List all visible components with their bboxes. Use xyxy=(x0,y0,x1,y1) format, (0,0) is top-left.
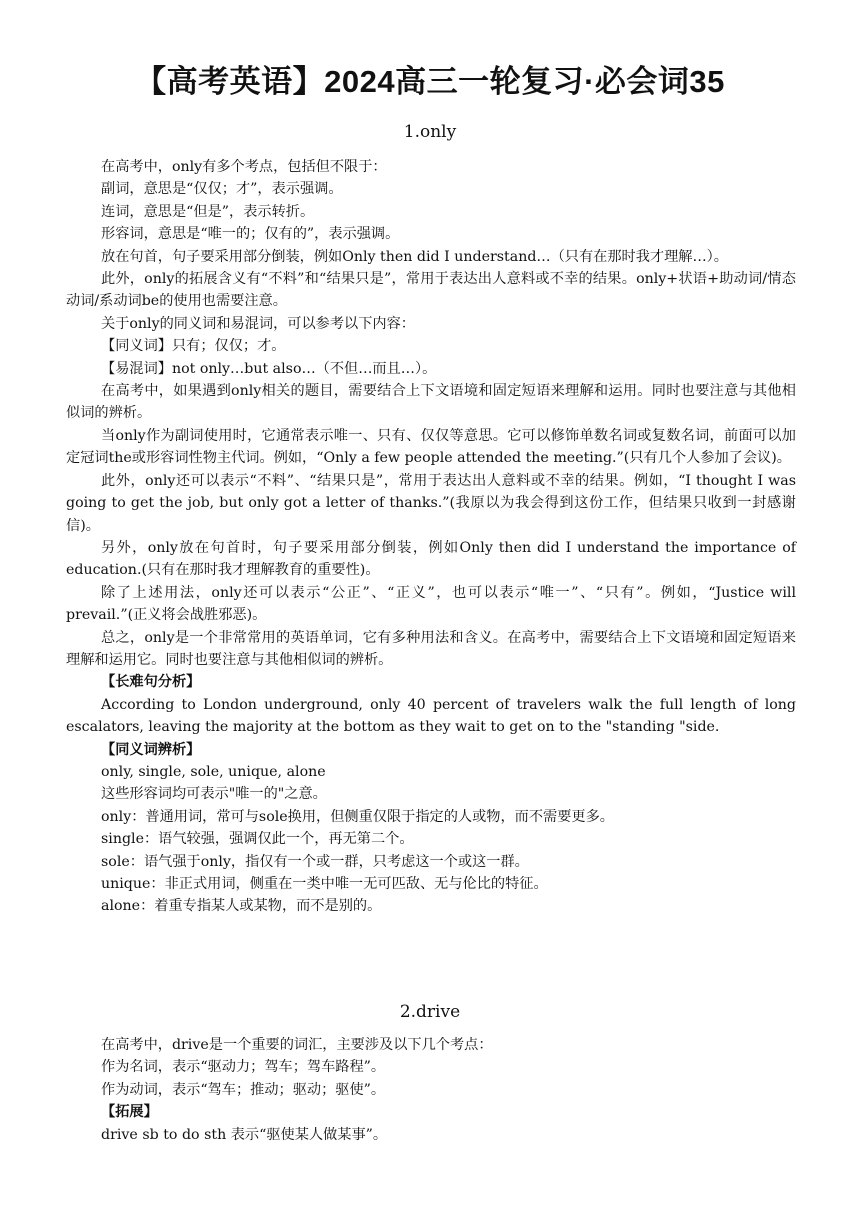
paragraph: 在高考中，如果遇到only相关的题目，需要结合上下文语境和固定短语来理解和运用。同时也要注意与其他相似词的辨析。 xyxy=(66,383,796,422)
paragraph: 除了上述用法，only还可以表示“公正”、“正义”，也可以表示“唯一”、“只有”。例如，“Justice will prevail.”(正义将会战胜邪恶)。 xyxy=(66,584,796,624)
section-heading-drive: 2.drive xyxy=(399,1002,461,1022)
paragraph: 另外，only放在句首时，句子要采用部分倒装，例如Only then did I understand the importance of education.(只有在那时我才理解教育的重要性)。 xyxy=(66,539,796,579)
paragraph: 【同义词】只有；仅仅；才。 xyxy=(101,338,286,355)
paragraph: 此外，only还可以表示“不料”、“结果只是”，常用于表达出人意料或不幸的结果。例如，“I thought I was going to get the job, but only got a letter of thanks.”(我原以为我会得到这份工作，但结果只收到一封感谢信)。 xyxy=(66,472,796,534)
paragraph: 总之，only是一个非常常用的英语单词，它有多种用法和含义。在高考中，需要结合上下文语境和固定短语来理解和运用它。同时也要注意与其他相似词的辨析。 xyxy=(66,629,796,668)
long-sentence: According to London underground, only 40 percent of travelers walk the full length of long escalators, leaving the majority at the bottom as they wait to get on to the "standing "side. xyxy=(66,696,796,736)
long-sentence-heading: 【长难句分析】 xyxy=(101,674,201,691)
synonym-line: sole：语气强于only，指仅有一个或一群，只考虑这一个或这一群。 xyxy=(101,853,529,870)
paragraph: 此外，only的拓展含义有“不料”和“结果只是”，常用于表达出人意料或不幸的结果。only+状语+助动词/情态动词/系动词be的使用也需要注意。 xyxy=(66,271,796,310)
paragraph: 在高考中，drive是一个重要的词汇，主要涉及以下几个考点： xyxy=(101,1037,493,1053)
paragraph: 副词，意思是“仅仅；才”，表示强调。 xyxy=(101,181,343,198)
section-body-only xyxy=(66,156,796,918)
section-heading-only: 1.only xyxy=(403,122,457,142)
paragraph: 连词，意思是“但是”，表示转折。 xyxy=(101,203,315,220)
synonym-line: 这些形容词均可表示"唯一的"之意。 xyxy=(101,786,327,803)
section-body-drive xyxy=(66,1034,796,1146)
synonym-line: alone：着重专指某人或某物，而不是别的。 xyxy=(101,898,382,915)
paragraph: 【易混词】not only…but also…（不但…而且…）。 xyxy=(101,360,437,377)
synonym-line: unique：非正式用词，侧重在一类中唯一无可匹敌、无与伦比的特征。 xyxy=(101,876,548,892)
paragraph: 作为名词，表示“驱动力；驾车；驾车路程”。 xyxy=(101,1059,386,1076)
synonym-line: only, single, sole, unique, alone xyxy=(101,763,326,780)
extension-heading: 【拓展】 xyxy=(101,1104,158,1121)
paragraph: 作为动词，表示“驾车；推动；驱动；驱使”。 xyxy=(101,1081,386,1098)
paragraph: drive sb to do sth 表示“驱使某人做某事”。 xyxy=(101,1126,388,1143)
paragraph: 当only作为副词使用时，它通常表示唯一、只有、仅仅等意思。它可以修饰单数名词或复数名词，前面可以加定冠词the或形容词性物主代词。例如，“Only a few people attended the meeting.”(只有几个人参加了会议)。 xyxy=(66,427,796,467)
synonym-line: single：语气较强，强调仅此一个，再无第二个。 xyxy=(101,831,414,848)
page-title: 【高考英语】2024高三一轮复习·必会词35 xyxy=(135,64,725,99)
paragraph: 在高考中，only有多个考点，包括但不限于： xyxy=(101,159,387,175)
synonym-heading: 【同义词辨析】 xyxy=(101,741,201,758)
synonym-line: only：普通用词，常可与sole换用，但侧重仅限于指定的人或物，而不需要更多。 xyxy=(101,808,614,825)
paragraph: 关于only的同义词和易混词，可以参考以下内容： xyxy=(101,315,415,332)
paragraph: 放在句首，句子要采用部分倒装，例如Only then did I understand…（只有在那时我才理解…）。 xyxy=(101,248,728,265)
paragraph: 形容词，意思是“唯一的；仅有的”，表示强调。 xyxy=(101,226,400,243)
